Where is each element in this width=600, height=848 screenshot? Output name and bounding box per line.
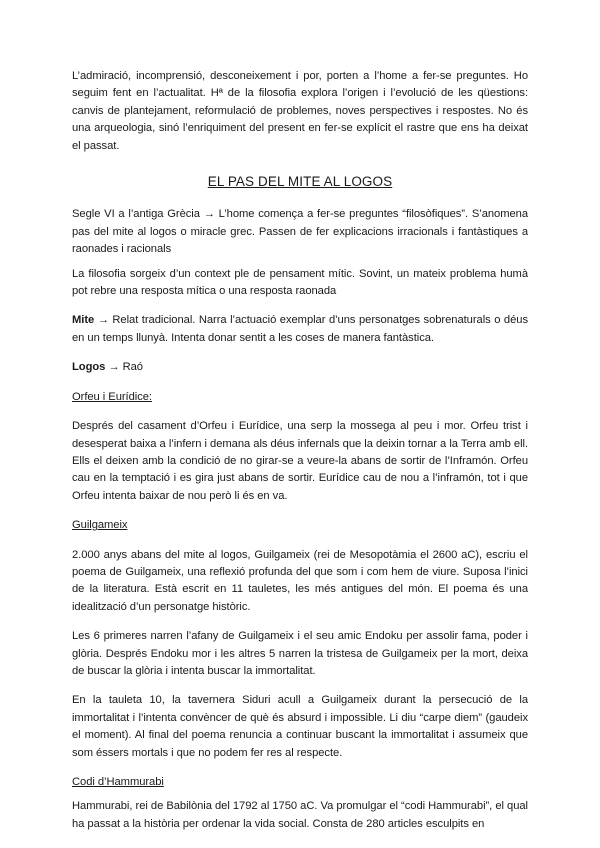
mite-term: Mite — [72, 314, 95, 327]
guilgameix-heading: Guilgameix — [72, 519, 128, 532]
paragraph-segle-vi: Segle VI a l’antiga Grècia → L’home comença a fer-se preguntes “filosòfiques”. S’anomena pas del mite al logos o miracle grec. Passen de fer explicacions irracionals i fantàstiques a raonades i racionals — [72, 208, 528, 256]
paragraph-mite — [72, 312, 528, 347]
guilgameix-paragraph-2: Les 6 primeres narren l’afany de Guilgameix i el seu amic Endoku per assolir fama, poder i glòria. Després Endoku mor i les altres 5 narren la tristesa de Guilgameix per la mort, deixa de buscar la glòria i intenta buscar la immortalitat. — [72, 630, 528, 677]
logos-term: Logos — [72, 361, 106, 374]
guilgameix-paragraph-1: 2.000 anys abans del mite al logos, Guilgameix (rei de Mesopotàmia el 2600 aC), escriu el poema de Guilgameix, una reflexió profunda del que som i com hem de viure. Suposa l’inici de la literatura. Està escrit en 11 tauletes, les més antigues del món. El poema és una idealització d’un personatge històric. — [72, 548, 528, 613]
logos-definition: → Raó — [105, 361, 143, 374]
guilgameix-paragraph-3: En la tauleta 10, la tavernera Siduri acull a Guilgameix durant la persecució de la immortalitat i l’intenta convèncer de què és absurd i impossible. Li diu “carpe diem” (gaudeix el moment). Al final del poema renuncia a continuar buscant la immortalitat i assumeix que som éssers mortals i que no podem fer res al respecte. — [72, 694, 528, 759]
mite-definition: → Relat tradicional. Narra l’actuació exemplar d’uns personatges sobrenaturals o déus en un temps llunyà. Intenta donar sentit a les coses de manera fantàstica. — [72, 314, 528, 344]
paragraph-filosofia: La filosofia sorgeix d’un context ple de pensament mític. Sovint, un mateix problema humà pot rebre una resposta mítica o una resposta raonada — [72, 267, 528, 298]
section-title: EL PAS DEL MITE AL LOGOS — [207, 174, 393, 190]
document-page — [72, 68, 528, 833]
intro-paragraph: L’admiració, incomprensió, desconeixement i por, porten a l’home a fer-se preguntes. Ho seguim fent en l’actualitat. Hª de la filosofia explora l’origen i l’evolució de les qüestions: canvis de plantejament, reformulació de problemes, noves perspectives i respostes. No és una arqueologia, sinó l’enriquiment del present en fer-se explícit el rastre que ens ha deixat el passat. — [72, 70, 528, 152]
orfeu-heading: Orfeu i Eurídice: — [72, 390, 152, 403]
paragraph-logos — [72, 359, 528, 376]
hammurabi-heading: Codi d’Hammurabi — [72, 776, 164, 788]
orfeu-paragraph: Després del casament d’Orfeu i Eurídice, una serp la mossega al peu i mor. Orfeu trist i desesperat baixa a l’infern i demana als déus infernals que la deixin tornar a la Terra amb ell. Ells el deixen amb la condició de no girar-se a veure-la abans de sortir de l’Inframón. Orfeu cau en la temptació i es gira just abans de sortir. Eurídice cau de nou a l’inframón, tot i que Orfeu intenta baixar de nou però li és en va. — [72, 420, 528, 502]
hammurabi-paragraph: Hammurabi, rei de Babilònia del 1792 al 1750 aC. Va promulgar el “codi Hammurabi”, el qual ha passat a la història per ordenar la vida social. Consta de 280 articles esculpits en — [72, 800, 528, 830]
